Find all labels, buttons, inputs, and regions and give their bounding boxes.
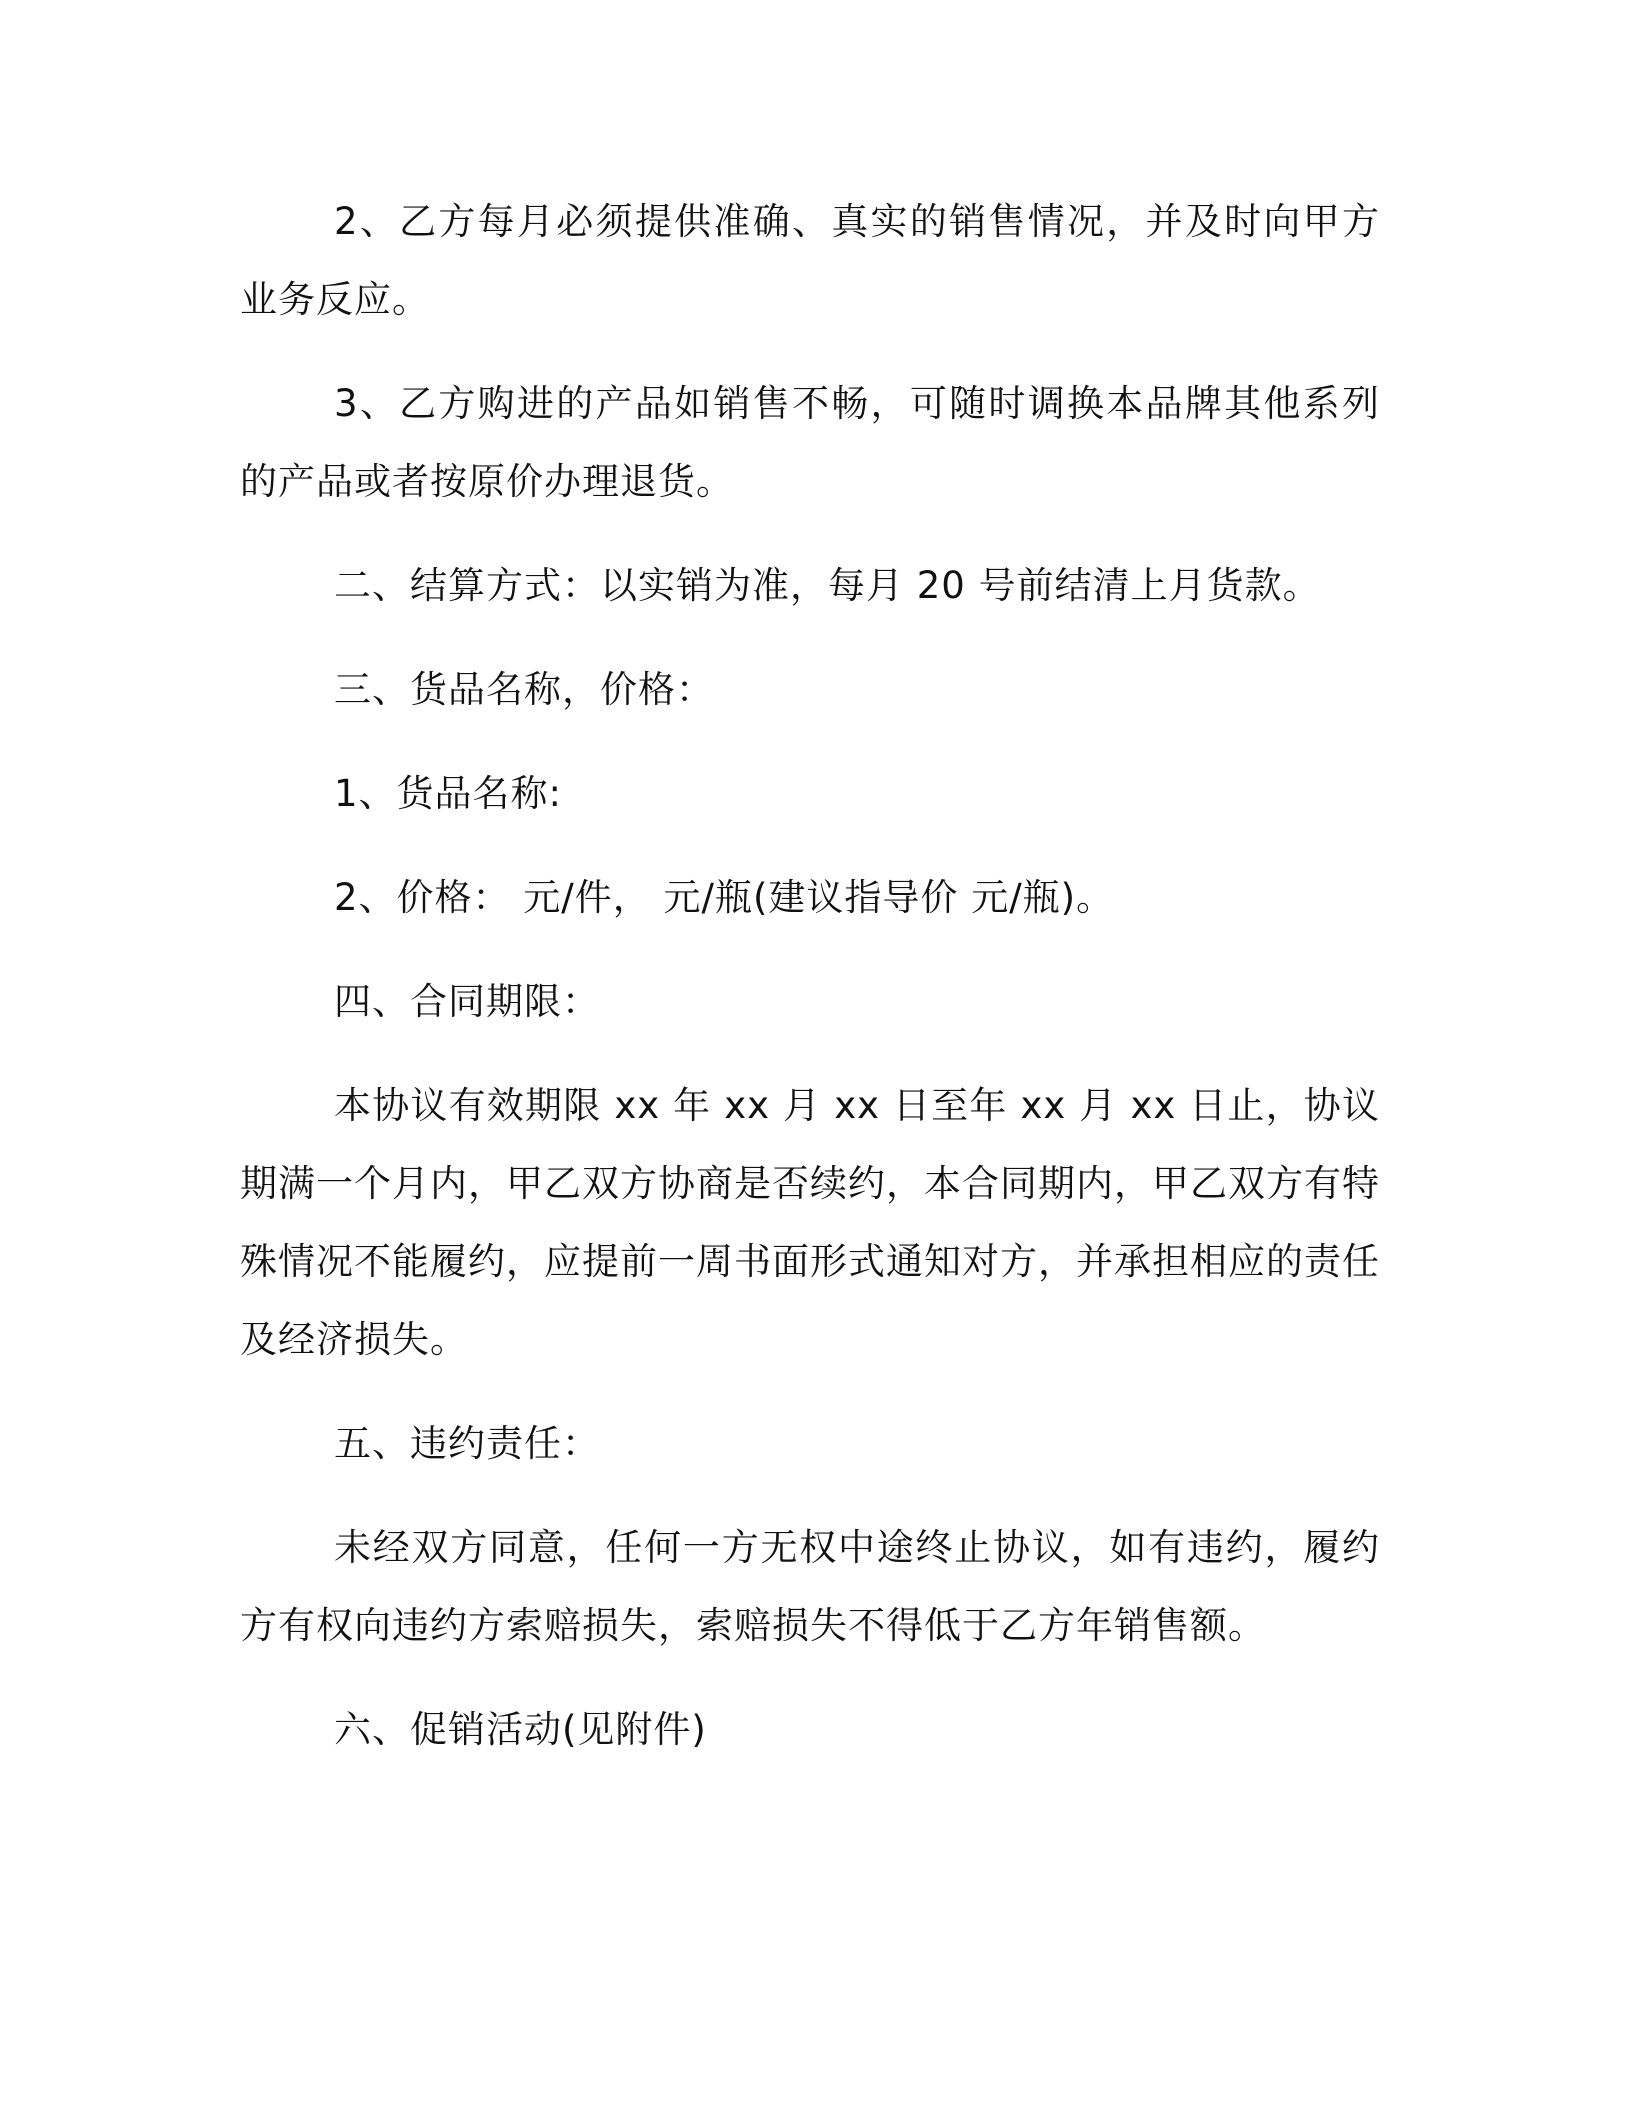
section-promotion: 六、促销活动(见附件)	[334, 1708, 707, 1751]
item-price: 2、价格： 元/件， 元/瓶(建议指导价 元/瓶)。	[334, 876, 1115, 919]
contract-term-text: 本协议有效期限 xx 年 xx 月 xx 日至年 xx 月 xx 日止，协议期满一个月内，甲乙双方协商是否续约，本合同期内，甲乙双方有特殊情况不能履约，应提前一周书面形式通知对方，并承担相应的责任及经济损失。	[240, 1084, 1380, 1361]
clause-3-exchange-return: 3、乙方购进的产品如销售不畅，可随时调换本品牌其他系列的产品或者按原价办理退货。	[240, 382, 1380, 503]
section-contract-term: 四、合同期限：	[334, 980, 600, 1023]
section-goods-name-price: 三、货品名称，价格：	[334, 668, 714, 711]
breach-liability-text: 未经双方同意，任何一方无权中途终止协议，如有违约，履约方有权向违约方索赔损失，索赔损失不得低于乙方年销售额。	[240, 1526, 1380, 1647]
section-breach-liability: 五、违约责任：	[334, 1422, 600, 1465]
document-body	[240, 183, 1380, 1769]
section-settlement-method: 二、结算方式：以实销为准，每月 20 号前结清上月货款。	[334, 564, 1321, 607]
item-goods-name: 1、货品名称:	[334, 772, 563, 815]
clause-2-sales-report: 2、乙方每月必须提供准确、真实的销售情况，并及时向甲方业务反应。	[240, 200, 1380, 321]
